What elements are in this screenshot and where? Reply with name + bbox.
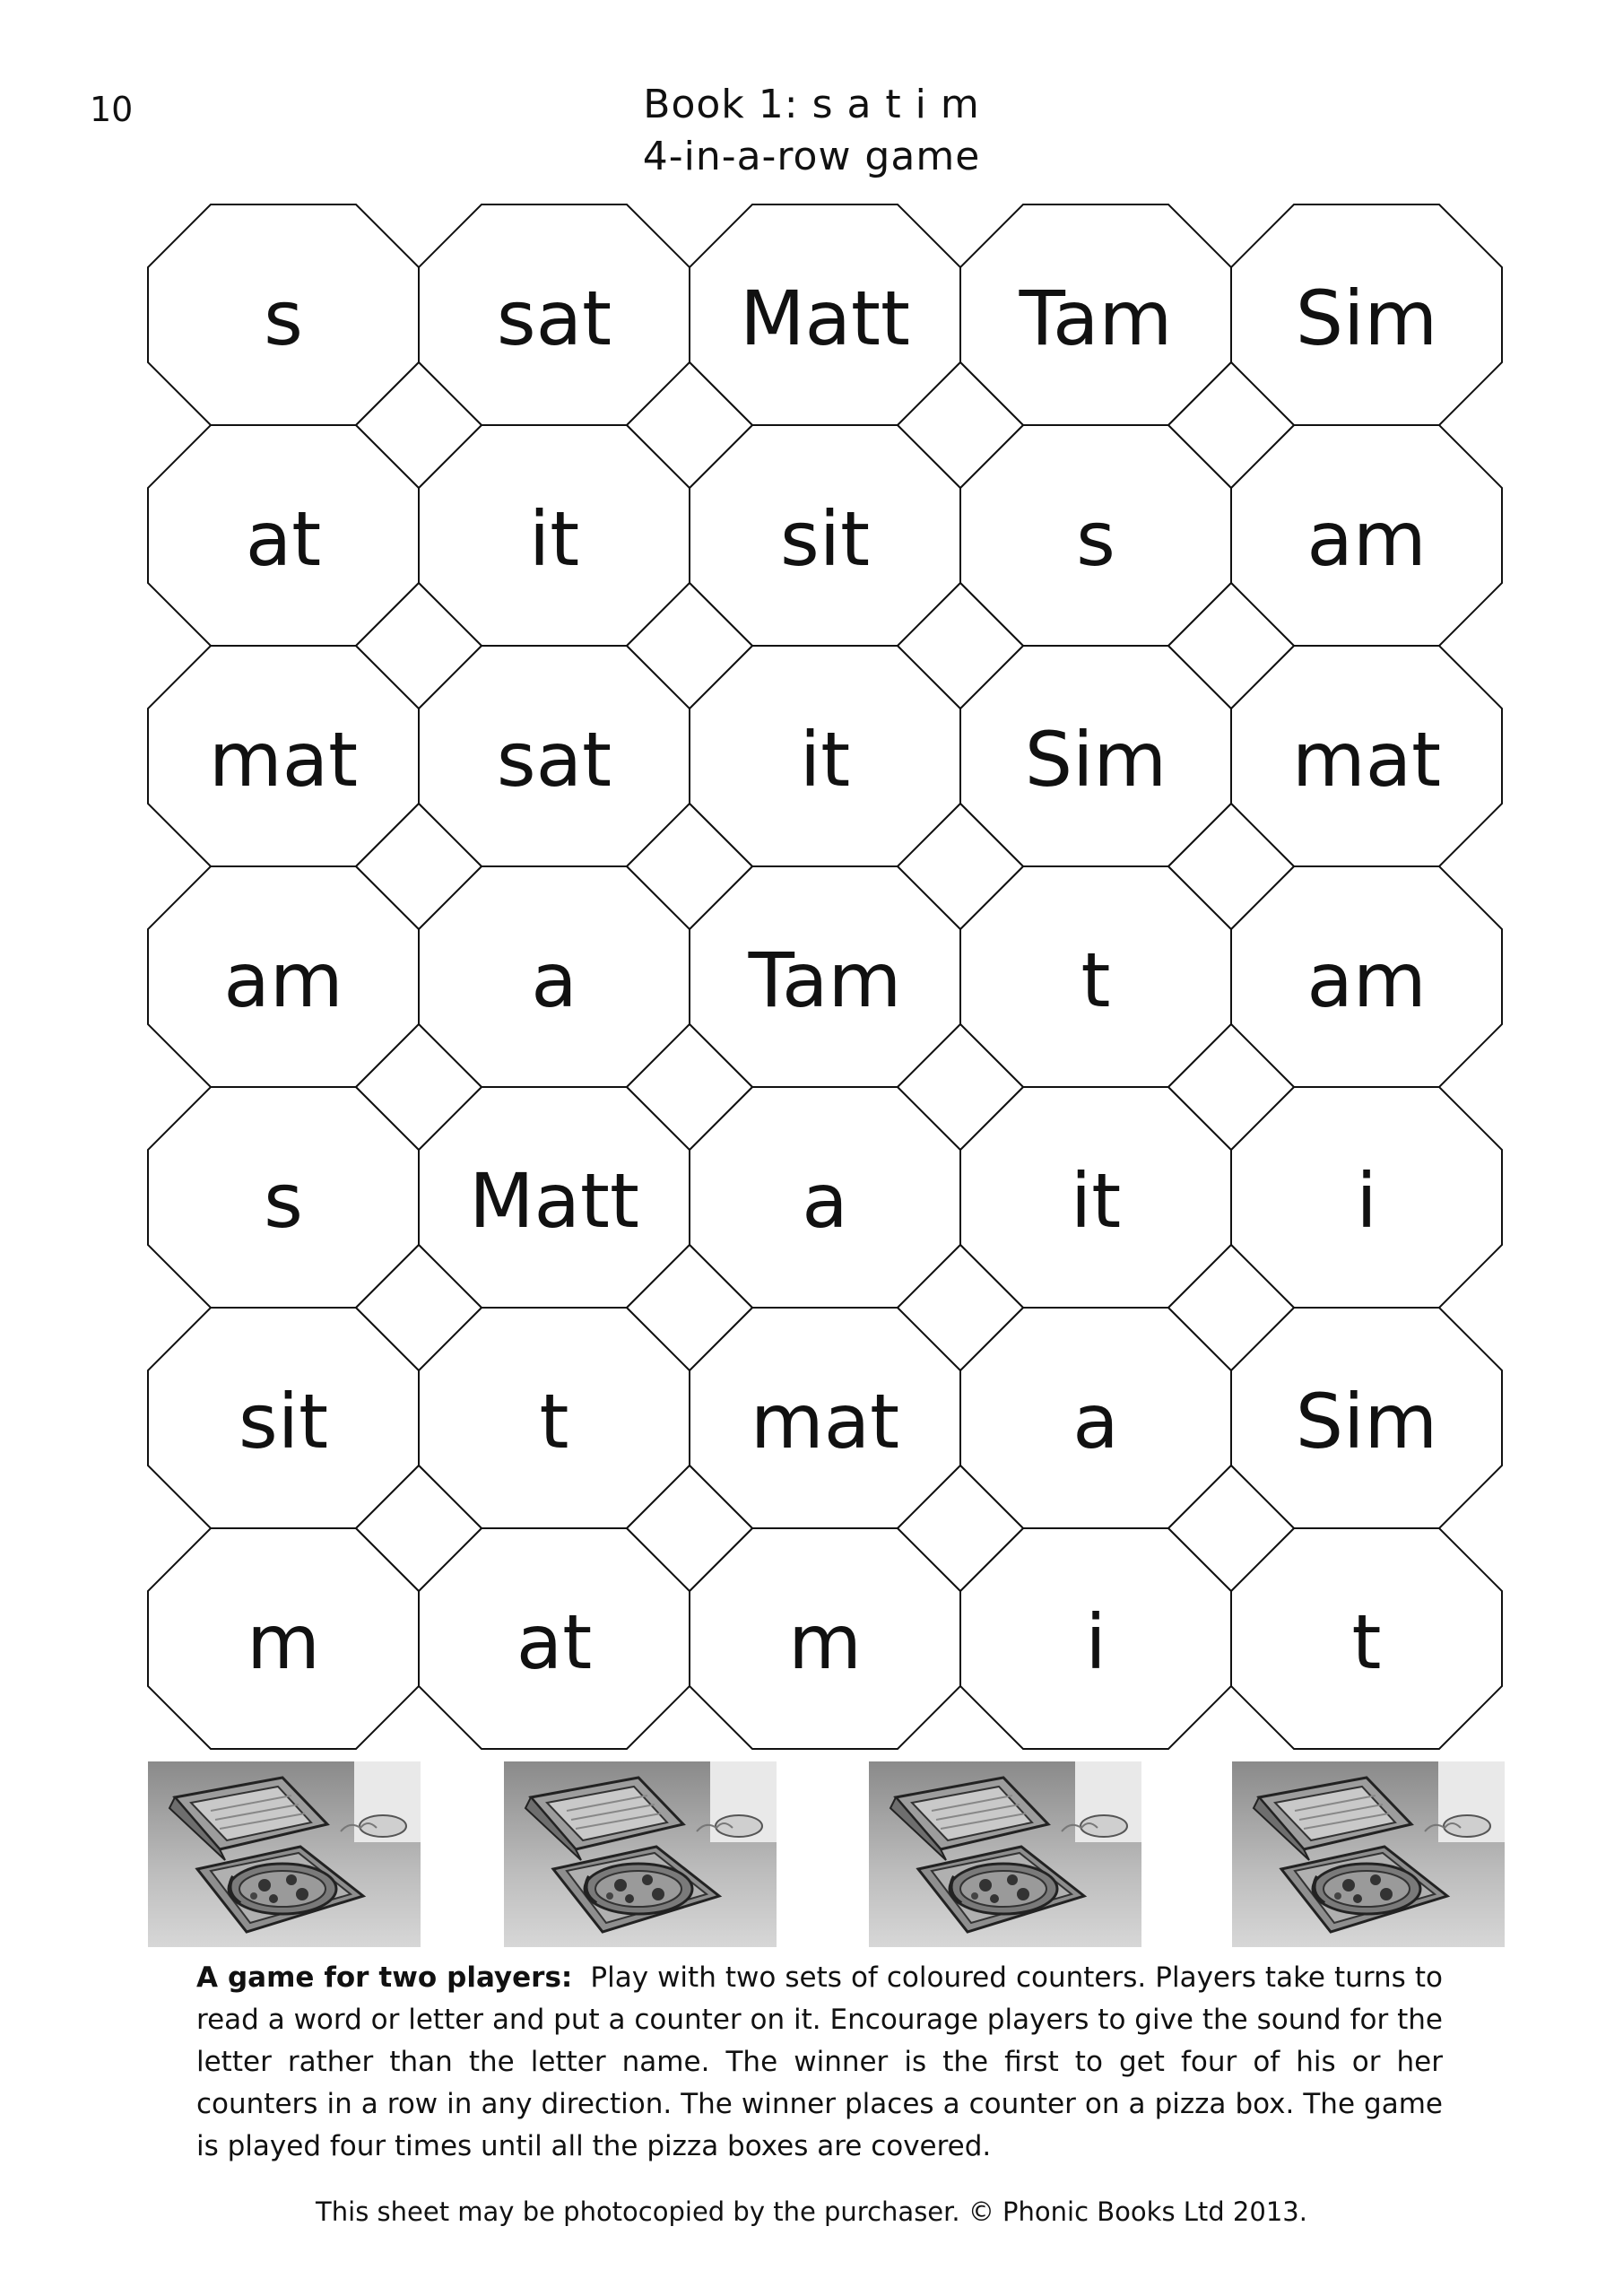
pizza-box-picture[interactable] xyxy=(504,1761,777,1947)
board-cell[interactable] xyxy=(148,1087,419,1308)
board-cell-word: mat xyxy=(1291,716,1442,804)
pizza-box-picture[interactable] xyxy=(1232,1761,1505,1947)
board-cell[interactable] xyxy=(690,425,960,646)
board-cell[interactable] xyxy=(1231,204,1502,425)
board-cell[interactable] xyxy=(960,1528,1231,1749)
board-cell-word: t xyxy=(539,1378,569,1465)
board-cell-word: m xyxy=(788,1598,862,1686)
board-cell[interactable] xyxy=(148,204,419,425)
board-cell-word: it xyxy=(1070,1157,1122,1245)
board-cell-word: Matt xyxy=(740,274,910,362)
board-cell-word: s xyxy=(264,274,303,362)
board-cell[interactable] xyxy=(1231,1308,1502,1528)
page-subtitle: 4-in-a-row game xyxy=(642,134,981,179)
instructions-body: Play with two sets of coloured counters. Players take turns to read a word or letter and put a counter on it. Encourage players to give the sound for the letter rather than the letter name. The winner is the first to get four of his or her counters in a row in any direction. The winner places a counter on a pizza box. The game is played four times until all the pizza boxes are covered. xyxy=(196,1961,1443,2162)
board-cell[interactable] xyxy=(1231,425,1502,646)
board-cell[interactable] xyxy=(690,1528,960,1749)
board-cell-word: am xyxy=(223,936,343,1024)
board-cell[interactable] xyxy=(690,204,960,425)
board-cell[interactable] xyxy=(960,425,1231,646)
board-cell[interactable] xyxy=(148,425,419,646)
board-cell-word: sit xyxy=(238,1378,329,1465)
board-cell-word: am xyxy=(1306,495,1427,583)
board-cell[interactable] xyxy=(419,1308,690,1528)
board-cell[interactable] xyxy=(690,866,960,1087)
board-cell[interactable] xyxy=(148,866,419,1087)
board-cell[interactable] xyxy=(1231,1087,1502,1308)
board-cell-word: am xyxy=(1306,936,1427,1024)
board-cell[interactable] xyxy=(1231,866,1502,1087)
board-cell-word: a xyxy=(1072,1378,1119,1465)
board-cell[interactable] xyxy=(148,646,419,866)
board-cell[interactable] xyxy=(690,1308,960,1528)
board-cell[interactable] xyxy=(690,646,960,866)
board-cell[interactable] xyxy=(690,1087,960,1308)
board-cell-word: it xyxy=(528,495,580,583)
board-cell[interactable] xyxy=(960,646,1231,866)
board-cell-word: m xyxy=(247,1598,320,1686)
pizza-box-picture[interactable] xyxy=(148,1761,421,1947)
board-cell-word: Tam xyxy=(1019,274,1173,362)
board-cell-word: i xyxy=(1356,1157,1377,1245)
instructions-lead: A game for two players: xyxy=(196,1961,573,1994)
board-cell-word: mat xyxy=(750,1378,900,1465)
board-cell-word: mat xyxy=(208,716,359,804)
board-cell[interactable] xyxy=(960,1308,1231,1528)
board-cell-word: Sim xyxy=(1024,716,1167,804)
board-cell-word: i xyxy=(1085,1598,1107,1686)
board-cell[interactable] xyxy=(148,1528,419,1749)
board-cell[interactable] xyxy=(148,1308,419,1528)
board-cell[interactable] xyxy=(419,866,690,1087)
board-cell-word: Matt xyxy=(469,1157,639,1245)
board-cell[interactable] xyxy=(1231,1528,1502,1749)
footer-copyright: This sheet may be photocopied by the purchaser. © Phonic Books Ltd 2013. xyxy=(316,2196,1307,2227)
pizza-box-picture[interactable] xyxy=(869,1761,1141,1947)
board-cell[interactable] xyxy=(960,866,1231,1087)
board-cell-word: at xyxy=(245,495,322,583)
board-cell[interactable] xyxy=(419,204,690,425)
board-cell-word: sit xyxy=(779,495,871,583)
board-cell[interactable] xyxy=(419,425,690,646)
instructions xyxy=(196,1957,1443,2168)
board-cell-word: t xyxy=(1081,936,1111,1024)
board-cell[interactable] xyxy=(960,204,1231,425)
board-cell-word: a xyxy=(802,1157,848,1245)
board-cell-word: a xyxy=(531,936,577,1024)
board-cell[interactable] xyxy=(1231,646,1502,866)
board-cell[interactable] xyxy=(419,646,690,866)
board-cell-word: sat xyxy=(496,274,612,362)
board-cell-word: at xyxy=(516,1598,593,1686)
board-cell-word: Tam xyxy=(748,936,902,1024)
page-number: 10 xyxy=(90,90,134,129)
board-cell-word: s xyxy=(264,1157,303,1245)
board-cell-word: sat xyxy=(496,716,612,804)
board-cell-word: it xyxy=(799,716,851,804)
page-title: Book 1: s a t i m xyxy=(643,82,980,127)
board-cell-word: Sim xyxy=(1295,1378,1438,1465)
board-cell[interactable] xyxy=(960,1087,1231,1308)
board-cell-word: s xyxy=(1076,495,1115,583)
board-cell[interactable] xyxy=(419,1087,690,1308)
board-cell-word: Sim xyxy=(1295,274,1438,362)
board-cell[interactable] xyxy=(419,1528,690,1749)
board-cell-word: t xyxy=(1351,1598,1382,1686)
